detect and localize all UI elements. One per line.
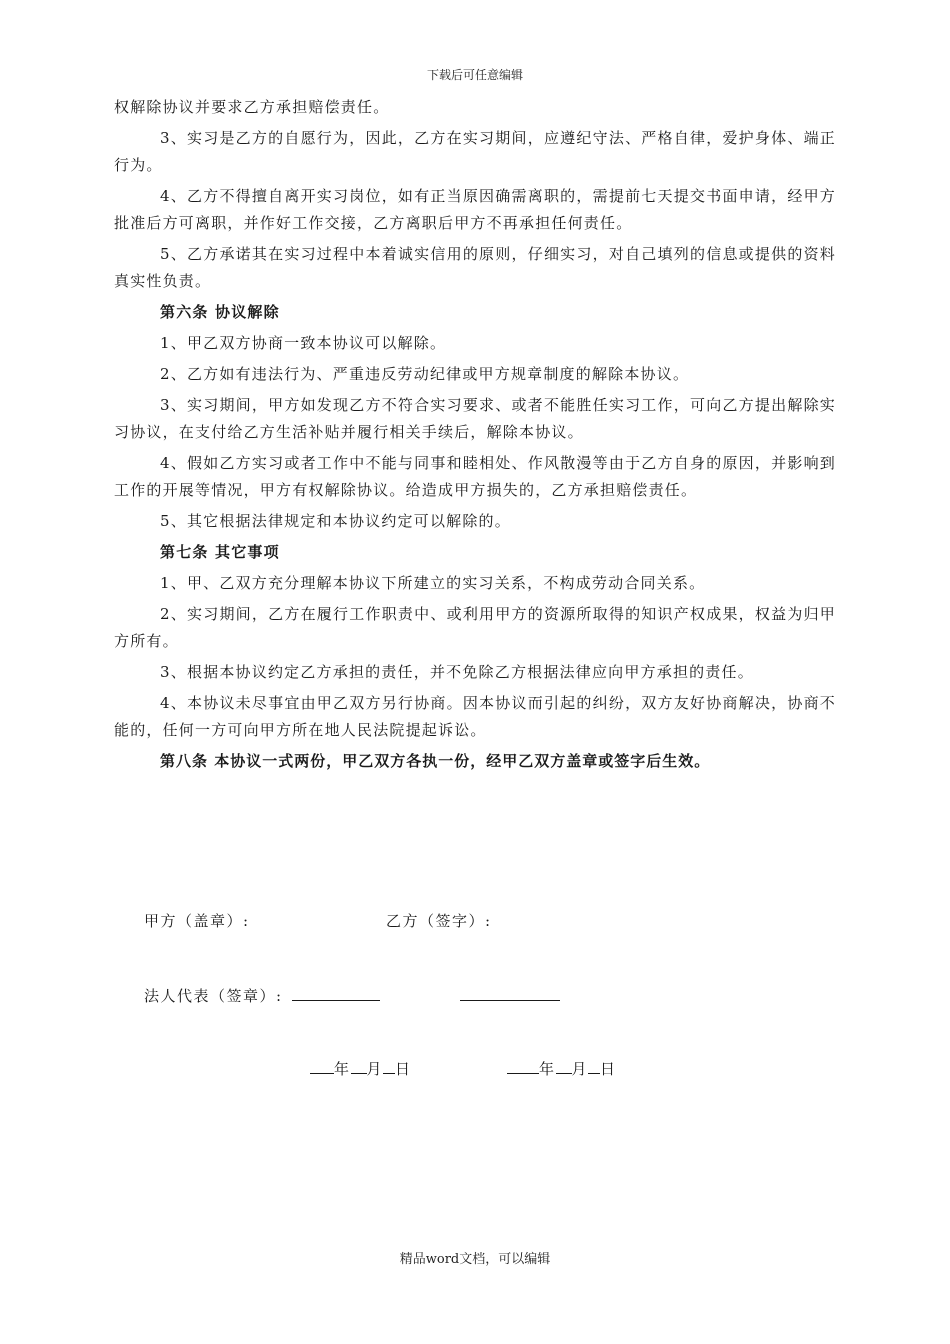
clause-6-1: 1、甲乙双方协商一致本协议可以解除。 bbox=[160, 334, 447, 352]
clause-6-3: 3、实习期间，甲方如发现乙方不符合实习要求、或者不能胜任实习工作，可向乙方提出解除实习协议，在支付给乙方生活补贴并履行相关手续后，解除本协议。 bbox=[114, 396, 836, 441]
page-header: 下载后可任意编辑 bbox=[426, 68, 523, 82]
clause-5-4: 4、乙方不得擅自离开实习岗位，如有正当原因确需离职的，需提前七天提交书面申请，经甲方批准后方可离职，并作好工作交接，乙方离职后甲方不再承担任何责任。 bbox=[114, 187, 836, 232]
party-b-month-blank[interactable] bbox=[556, 1059, 572, 1074]
party-a-year-blank[interactable] bbox=[310, 1059, 334, 1074]
clause-7-4: 4、本协议未尽事宜由甲乙双方另行协商。因本协议而引起的纠纷，双方友好协商解决，协商不能的，任何一方可向甲方所在地人民法院提起诉讼。 bbox=[114, 694, 836, 739]
party-b-month-label: 月 bbox=[571, 1060, 589, 1078]
clause-6-5: 5、其它根据法律规定和本协议约定可以解除的。 bbox=[160, 512, 511, 530]
party-b-day-blank[interactable] bbox=[588, 1059, 600, 1074]
legal-rep-label: 法人代表（签章）: bbox=[144, 987, 283, 1005]
party-a-month-blank[interactable] bbox=[351, 1059, 367, 1074]
party-b-date bbox=[507, 1058, 617, 1079]
article-6-heading: 第六条 协议解除 bbox=[160, 303, 280, 321]
document-body bbox=[114, 94, 836, 779]
party-b-sign-label: 乙方（签字）: bbox=[386, 912, 492, 930]
party-a-month-label: 月 bbox=[366, 1060, 384, 1078]
party-a-day-blank[interactable] bbox=[383, 1059, 395, 1074]
paragraph-continued: 权解除协议并要求乙方承担赔偿责任。 bbox=[114, 98, 390, 116]
clause-6-4: 4、假如乙方实习或者工作中不能与同事和睦相处、作风散漫等由于乙方自身的原因，并影响到工作的开展等情况，甲方有权解除协议。给造成甲方损失的，乙方承担赔偿责任。 bbox=[114, 454, 836, 499]
party-a-year-label: 年 bbox=[334, 1060, 351, 1078]
party-a-date bbox=[310, 1058, 412, 1079]
article-7-heading: 第七条 其它事项 bbox=[160, 543, 280, 561]
party-b-year-blank[interactable] bbox=[507, 1059, 539, 1074]
clause-6-2: 2、乙方如有违法行为、严重违反劳动纪律或甲方规章制度的解除本协议。 bbox=[160, 365, 690, 383]
clause-5-5: 5、乙方承诺其在实习过程中本着诚实信用的原则，仔细实习，对自己填列的信息或提供的资料真实性负责。 bbox=[114, 245, 836, 290]
party-b-signature-line[interactable] bbox=[460, 1000, 560, 1001]
clause-7-3: 3、根据本协议约定乙方承担的责任，并不免除乙方根据法律应向甲方承担的责任。 bbox=[160, 663, 754, 681]
party-b-year-label: 年 bbox=[539, 1060, 556, 1078]
clause-5-3: 3、实习是乙方的自愿行为，因此，乙方在实习期间，应遵纪守法、严格自律，爱护身体、端正行为。 bbox=[114, 129, 836, 174]
party-a-seal-label: 甲方（盖章）: bbox=[144, 912, 250, 930]
article-8-heading: 第八条 本协议一式两份，甲乙双方各执一份，经甲乙双方盖章或签字后生效。 bbox=[160, 752, 711, 770]
party-a-day-label: 日 bbox=[395, 1060, 412, 1078]
clause-7-2: 2、实习期间，乙方在履行工作职责中、或利用甲方的资源所取得的知识产权成果，权益为归甲方所有。 bbox=[114, 605, 836, 650]
party-b-day-label: 日 bbox=[600, 1060, 617, 1078]
legal-rep-signature-line[interactable] bbox=[292, 1000, 380, 1001]
page-footer: 精品word文档，可以编辑 bbox=[399, 1252, 551, 1267]
clause-7-1: 1、甲、乙双方充分理解本协议下所建立的实习关系，不构成劳动合同关系。 bbox=[160, 574, 706, 592]
